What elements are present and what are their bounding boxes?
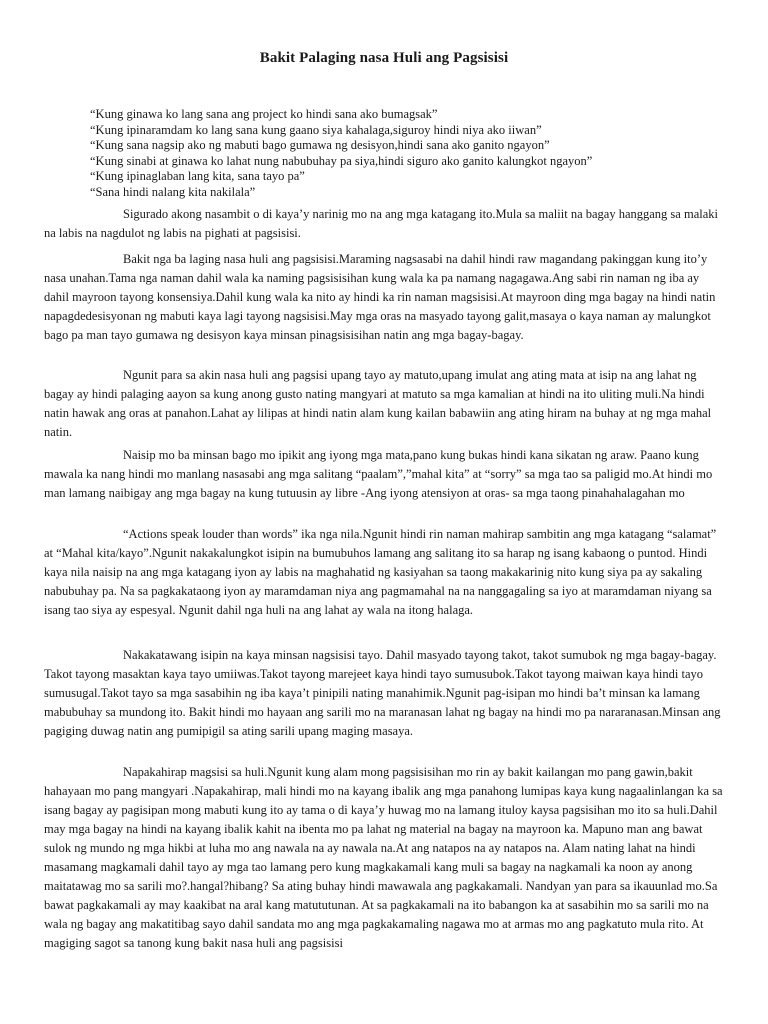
quote-line: “Kung sinabi at ginawa ko lahat nung nabubuhay pa siya,hindi siguro ako ganito kalungkot ngayon” (90, 153, 593, 168)
body-paragraph: Ngunit para sa akin nasa huli ang pagsisi upang tayo ay matuto,upang imulat ang ating mata at isip na ang lahat ng bagay ay hindi palaging aayon sa kung anong gusto nating mangyari at matuto sa mga kamalian at hindi na ito uliting muli.Na hindi natin hawak ang oras at panahon.Lahat ay lilipas at hindi natin alam kung kailan babawiin ang ating hiram na buhay at ng mga mahal natin. (44, 368, 712, 439)
body-paragraph: Sigurado akong nasambit o di kaya’y narinig mo na ang mga katagang ito.Mula sa maliit na bagay hanggang sa malaki na labis na nagdulot ng labis na pighati at pagsisisi. (44, 207, 718, 240)
body-paragraph: Napakahirap magsisi sa huli.Ngunit kung alam mong pagsisisihan mo rin ay bakit kailangan mo pang gawin,bakit hahayaan mo pang mangyari .Napakahirap, mali hindi mo na kayang ibalik ang mga panahong lumipas kaya kung nagaalinlangan ka sa isang bagay ay pagisipan mong mabuti kung ito ay tama o di kaya’y huwag mo na lamang ituloy kaysa pagsisihan mo ito sa huli.Dahil may mga bagay na hindi na kayang ibalik kahit na ibenta mo pa lahat ng material na bagay na mayroon ka. Mapuno man ang bawat sulok ng mundo ng mga hikbi at luha mo ang nawala na ay nawala na.At ang natapos na ay natapos na. Alam nating lahat na hindi masamang magkamali dahil tayo ay mga tao lamang pero kung magkakamali kang muli sa bagay na nagkamali ka noon ay anong maitatawag mo sa sarili mo?.hangal?hibang? Sa ating buhay hindi mawawala ang pagkakamali. Nandyan yan para sa ikauunlad mo.Sa bawat pagkakamali ay may kaakibat na aral kang matututunan. At sa pagkakamali na ito babangon ka at sasabihin mo sa sarili mo na wala ng bagay ang makatitibag sayo dahil sandata mo ang mga pagkakamaling nagawa mo at armas mo ang pagkatuto mula rito. At magiging sagot sa tanong kung bakit nasa huli ang pagsisisi (44, 765, 723, 950)
quote-line: “Kung ipinaramdam ko lang sana kung gaano siya kahalaga,siguroy hindi niya ako iiwan” (90, 122, 542, 137)
quote-line: “Kung sana nagsip ako ng mabuti bago gumawa ng desisyon,hindi sana ako ganito ngayon” (90, 138, 550, 152)
body-paragraph: Nakakatawang isipin na kaya minsan nagsisisi tayo. Dahil masyado tayong takot, takot sumubok ng mga bagay-bagay. Takot tayong masaktan kaya tayo umiiwas.Takot tayong marejeet kaya hindi tayo sumusubok.Takot tayong maiwan kaya hindi tayo sumusugal.Takot tayo sa mga sasabihin ng iba kaya’t pinipili nating manahimik.Ngunit pag-isipan mo hindi ba’t minsan ka lamang mabubuhay sa mundong ito. Bakit hindi mo hayaan ang sarili mo na maranasan lahat ng bagay na hindi mo pa nararanasan.Minsan ang pagiging duwag natin ang pumipigil sa ating sarili upang maging masaya. (44, 648, 721, 738)
body-paragraph: Bakit nga ba laging nasa huli ang pagsisisi.Maraming nagsasabi na dahil hindi raw magandang pakinggan kung ito’y nasa unahan.Tama nga naman dahil wala ka naming pagsisisihan kung wala ka pa namang nagagawa.Ang sabi rin naman ng iba ay dahil mayroon tayong konsensiya.Dahil kung wala ka nito ay hindi ka rin naman magsisisi.At mayroon ding mga bagay na hindi natin napagdedesisyonan ng mabuti kaya lagi tayong nagsisisi.May mga oras na masyado tayong galit,masaya o kaya naman ay malungkot bago pa man tayo gumawa ng desisyon kaya minsan pinagsisisihan natin ang mga bagay-bagay. (44, 252, 716, 342)
body-paragraph: “Actions speak louder than words” ika nga nila.Ngunit hindi rin naman mahirap sambitin ang mga katagang “salamat” at “Mahal kita/kayo”.Ngunit nakakalungkot isipin na bumubuhos lamang ang salitang ito sa harap ng isang kabaong o puntod. Hindi kaya nila naisip na ang mga katagang iyon ay labis na maghahatid ng kasiyahan sa taong makakarinig nito kung siya pa ay sakaling nabubuhay pa. Na sa pagkakataong iyon ay maramdaman niya ang pagmamahal na na nanggagaling sa iyo at maramdaman niyang sa isang tao siya ay espesyal. Ngunit dahil nga huli na ang lahat ay wala na itong halaga. (44, 527, 717, 617)
quote-line: “Sana hindi nalang kita nakilala” (90, 184, 256, 199)
body-paragraph: Naisip mo ba minsan bago mo ipikit ang iyong mga mata,pano kung bukas hindi kana sikatan ng araw. Paano kung mawala ka nang hindi mo manlang nasasabi ang mga salitang “paalam”,”mahal kita” at “sorry” sa mga tao sa paligid mo.At hindi mo man lamang naibigay ang mga bagay na kung tutuusin ay libre -Ang iyong atensiyon at oras- sa mga taong pinahahalagahan mo (44, 448, 713, 500)
quote-line: “Kung ginawa ko lang sana ang project ko hindi sana ako bumagsak” (90, 107, 438, 121)
quote-list (90, 107, 730, 200)
document-title: Bakit Palaging nasa Huli ang Pagsisisi (259, 50, 509, 66)
quote-line: “Kung ipinaglaban lang kita, sana tayo pa” (90, 169, 305, 183)
